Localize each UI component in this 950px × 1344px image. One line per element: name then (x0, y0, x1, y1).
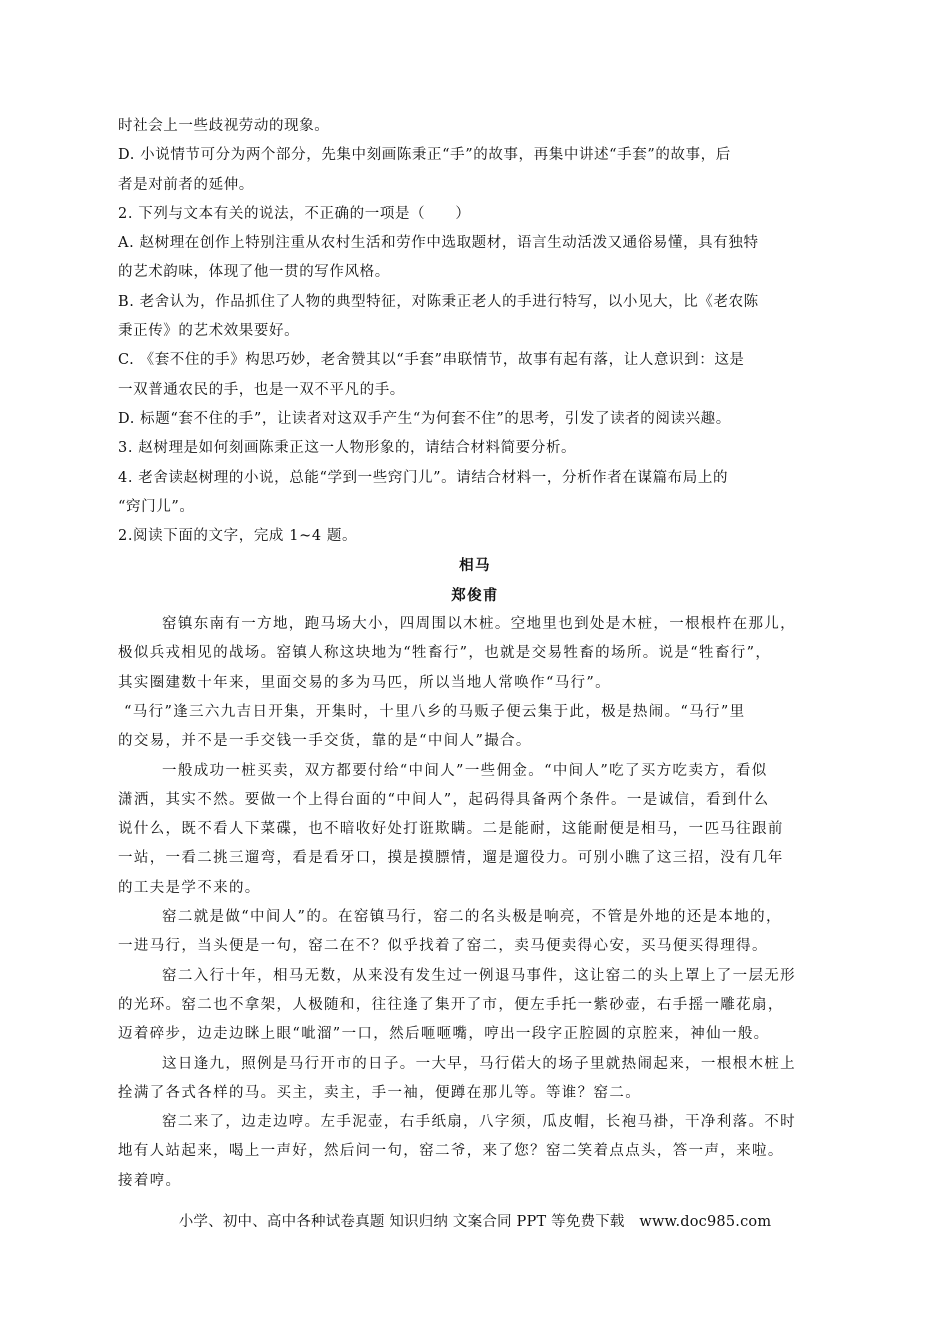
question-line: 的艺术韵味，体现了他一贯的写作风格。 (118, 264, 390, 281)
paragraph-line: 的光环。窑二也不拿架，人极随和，往往逢了集开了市，便左手托一紫砂壶，右手摇一雕花扇， (118, 996, 784, 1013)
question-line: “窍门儿”。 (118, 498, 195, 515)
paragraph-line: 一站，一看二挑三遛弯，看是看牙口，摸是摸膘情，遛是遛役力。可别小瞧了这三招，没有几年 (118, 850, 784, 867)
paragraph-line: 说什么，既不看人下菜碟，也不暗收好处打诳欺瞒。二是能耐，这能耐便是相马，一匹马往跟前 (118, 821, 784, 838)
paragraph-line: 窑二入行十年，相马无数，从来没有发生过一例退马事件，这让窑二的头上罩上了一层无形 (162, 967, 796, 984)
question-option-d-line: D. 标题“套不住的手”，让读者对这双手产生“为何套不住”的思考，引发了读者的阅读兴趣。 (118, 410, 731, 427)
question-section (118, 112, 832, 551)
paragraph-line: 潇洒，其实不然。要做一个上得台面的“中间人”，起码得具备两个条件。一是诚信，看到什么 (118, 791, 770, 808)
question-2-stem: 2. 下列与文本有关的说法，不正确的一项是（ ） (118, 205, 471, 222)
paragraph-line: 其实圈建数十年来，里面交易的多为马匹，所以当地人常唤作“马行”。 (118, 674, 612, 691)
question-option-a-line: A. 赵树理在创作上特别注重从农村生活和劳作中选取题材，语言生动活泼又通俗易懂，具有独特 (118, 235, 759, 252)
document-page (118, 112, 832, 1196)
question-4-stem: 4. 老舍读赵树理的小说，总能“学到一些窍门儿”。请结合材料一，分析作者在谋篇布局上的 (118, 469, 729, 486)
question-option-d-line: D. 小说情节可分为两个部分，先集中刻画陈秉正“手”的故事，再集中讲述“手套”的故事，后 (118, 147, 731, 164)
paragraph-line: 窑镇东南有一方地，跑马场大小，四周围以木桩。空地里也到处是木桩，一根根杵在那儿， (162, 616, 796, 633)
paragraph-line: 迈着碎步，边走边眯上眼“呲溜”一口，然后咂咂嘴，哼出一段字正腔圆的京腔来，神仙一般。 (118, 1026, 770, 1043)
question-line: 时社会上一些歧视劳动的现象。 (118, 118, 330, 134)
paragraph-line: 极似兵戎相见的战场。窑镇人称这块地为“牲畜行”，也就是交易牲畜的场所。说是“牲畜行”， (118, 645, 772, 662)
paragraph-line: 一般成功一桩买卖，双方都要付给“中间人”一些佣金。“中间人”吃了买方吃卖方，看似 (162, 762, 768, 779)
question-option-c-line: C. 《套不住的手》构思巧妙，老舍赞其以“手套”串联情节，故事有起有落，让人意识到：这是 (118, 352, 745, 369)
paragraph-line: 接着哼。 (118, 1172, 182, 1189)
paragraph-line: 窑二就是做“中间人”的。在窑镇马行，窑二的名头极是响亮，不管是外地的还是本地的， (162, 909, 782, 926)
paragraph-line: 拴满了各式各样的马。买主，卖主，手一袖，便蹲在那儿等。等谁？窑二。 (118, 1084, 642, 1101)
question-3-stem: 3. 赵树理是如何刻画陈秉正这一人物形象的，请结合材料简要分析。 (118, 440, 577, 457)
paragraph-line: “马行”逢三六九吉日开集，开集时，十里八乡的马贩子便云集于此，极是热闹。“马行”里 (124, 703, 746, 720)
question-line: 秉正传》的艺术效果要好。 (118, 323, 300, 340)
story-section (118, 551, 832, 1196)
question-line: 者是对前者的延伸。 (118, 176, 254, 193)
page-footer: 小学、初中、高中各种试卷真题 知识归纳 文案合同 PPT 等免费下载 www.doc985.com (178, 1214, 772, 1230)
paragraph-line: 窑二来了，边走边哼。左手泥壶，右手纸扇，八字须，瓜皮帽，长袍马褂，干净利落。不时 (162, 1114, 796, 1131)
reading-instruction: 2.阅读下面的文字，完成 1~4 题。 (118, 528, 358, 545)
story-title: 相马 (459, 557, 491, 575)
paragraph-line: 的工夫是学不来的。 (118, 879, 261, 896)
question-line: 一双普通农民的手，也是一双不平凡的手。 (118, 381, 405, 398)
story-author: 郑俊甫 (451, 586, 499, 604)
paragraph-line: 一进马行，当头便是一句，窑二在不？似乎找着了窑二，卖马便卖得心安，买马便买得理得。 (118, 938, 768, 955)
paragraph-line: 地有人站起来，喝上一声好，然后问一句，窑二爷，来了您？窑二笑着点点头，答一声，来啦。 (118, 1143, 784, 1160)
question-option-b-line: B. 老舍认为，作品抓住了人物的典型特征，对陈秉正老人的手进行特写，以小见大，比《老农陈 (118, 293, 759, 310)
paragraph-line: 这日逢九，照例是马行开市的日子。一大早，马行偌大的场子里就热闹起来，一根根木桩上 (162, 1055, 796, 1072)
paragraph-line: 的交易，并不是一手交钱一手交货，靠的是“中间人”撮合。 (118, 733, 532, 750)
